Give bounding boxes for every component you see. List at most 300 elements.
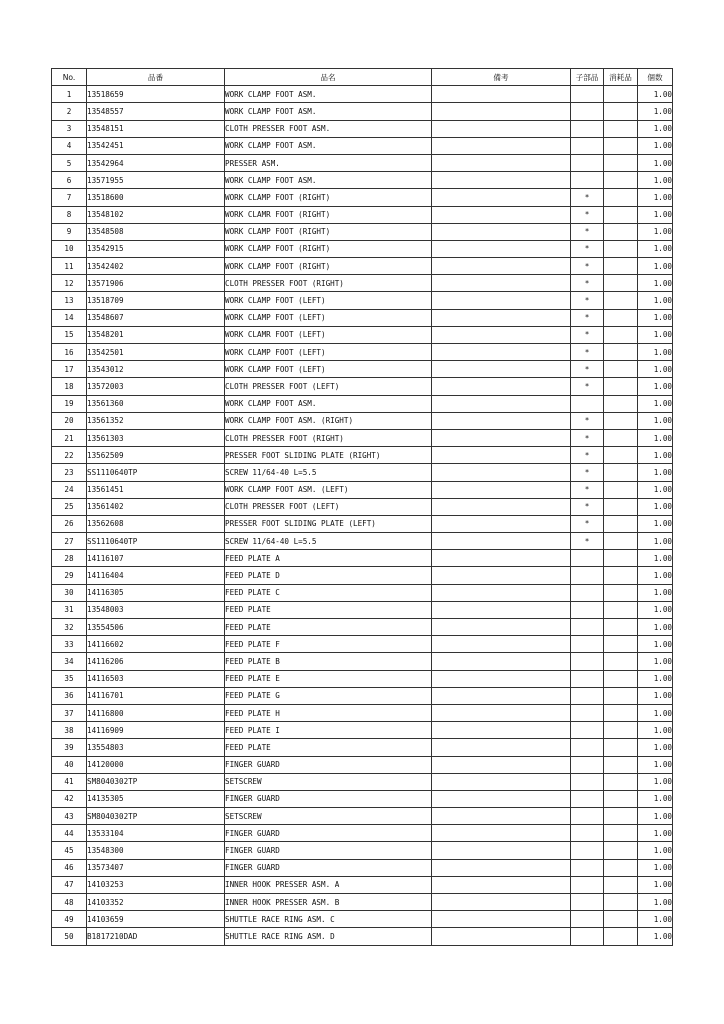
row-no-cell: 9 xyxy=(52,223,87,240)
remarks-cell xyxy=(432,206,571,223)
remarks-cell xyxy=(432,223,571,240)
consumable-cell xyxy=(604,292,638,309)
table-row xyxy=(52,172,673,189)
quantity-cell: 1.00 xyxy=(638,911,673,928)
part-no-cell: 13562608 xyxy=(87,515,225,532)
remarks-cell xyxy=(432,894,571,911)
part-no-cell: 14116206 xyxy=(87,653,225,670)
part-name-cell: CLOTH PRESSER FOOT ASM. xyxy=(225,120,432,137)
remarks-cell xyxy=(432,361,571,378)
table-row xyxy=(52,481,673,498)
part-no-cell: 14116503 xyxy=(87,670,225,687)
remarks-cell xyxy=(432,447,571,464)
quantity-cell: 1.00 xyxy=(638,326,673,343)
consumable-cell xyxy=(604,447,638,464)
part-name-cell: PRESSER FOOT SLIDING PLATE (LEFT) xyxy=(225,515,432,532)
part-name-cell: WORK CLAMP FOOT ASM. xyxy=(225,86,432,103)
consumable-cell xyxy=(604,670,638,687)
consumable-cell xyxy=(604,223,638,240)
part-name-cell: CLOTH PRESSER FOOT (RIGHT) xyxy=(225,275,432,292)
remarks-cell xyxy=(432,189,571,206)
part-no-cell: 13518600 xyxy=(87,189,225,206)
quantity-cell: 1.00 xyxy=(638,928,673,945)
part-name-cell: FEED PLATE G xyxy=(225,687,432,704)
part-no-cell: 14116701 xyxy=(87,687,225,704)
table-row xyxy=(52,223,673,240)
quantity-cell: 1.00 xyxy=(638,172,673,189)
header-sub-part: 子部品 xyxy=(571,69,604,86)
row-no-cell: 33 xyxy=(52,636,87,653)
part-name-cell: WORK CLAMP FOOT (RIGHT) xyxy=(225,189,432,206)
sub-part-cell: * xyxy=(571,481,604,498)
remarks-cell xyxy=(432,619,571,636)
quantity-cell: 1.00 xyxy=(638,653,673,670)
row-no-cell: 12 xyxy=(52,275,87,292)
part-name-cell: CLOTH PRESSER FOOT (LEFT) xyxy=(225,378,432,395)
remarks-cell xyxy=(432,876,571,893)
consumable-cell xyxy=(604,395,638,412)
table-row xyxy=(52,292,673,309)
part-no-cell: 14135305 xyxy=(87,790,225,807)
remarks-cell xyxy=(432,601,571,618)
row-no-cell: 25 xyxy=(52,498,87,515)
parts-table xyxy=(51,68,673,946)
sub-part-cell: * xyxy=(571,412,604,429)
remarks-cell xyxy=(432,481,571,498)
sub-part-cell xyxy=(571,103,604,120)
table-row xyxy=(52,928,673,945)
remarks-cell xyxy=(432,790,571,807)
remarks-cell xyxy=(432,378,571,395)
sub-part-cell xyxy=(571,395,604,412)
part-no-cell: 14103253 xyxy=(87,876,225,893)
row-no-cell: 17 xyxy=(52,361,87,378)
quantity-cell: 1.00 xyxy=(638,137,673,154)
sub-part-cell: * xyxy=(571,292,604,309)
part-no-cell: 13561352 xyxy=(87,412,225,429)
part-no-cell: 13548508 xyxy=(87,223,225,240)
part-name-cell: FEED PLATE xyxy=(225,601,432,618)
part-name-cell: INNER HOOK PRESSER ASM. B xyxy=(225,894,432,911)
row-no-cell: 19 xyxy=(52,395,87,412)
table-row xyxy=(52,154,673,171)
part-no-cell: 13533104 xyxy=(87,825,225,842)
table-row xyxy=(52,808,673,825)
row-no-cell: 39 xyxy=(52,739,87,756)
row-no-cell: 42 xyxy=(52,790,87,807)
row-no-cell: 40 xyxy=(52,756,87,773)
part-no-cell: 14116909 xyxy=(87,722,225,739)
part-no-cell: 13554506 xyxy=(87,619,225,636)
quantity-cell: 1.00 xyxy=(638,601,673,618)
table-row xyxy=(52,842,673,859)
table-row xyxy=(52,240,673,257)
part-name-cell: FEED PLATE B xyxy=(225,653,432,670)
consumable-cell xyxy=(604,258,638,275)
row-no-cell: 6 xyxy=(52,172,87,189)
sub-part-cell xyxy=(571,120,604,137)
part-name-cell: FINGER GUARD xyxy=(225,859,432,876)
sub-part-cell xyxy=(571,825,604,842)
quantity-cell: 1.00 xyxy=(638,756,673,773)
part-name-cell: FEED PLATE D xyxy=(225,567,432,584)
remarks-cell xyxy=(432,550,571,567)
row-no-cell: 15 xyxy=(52,326,87,343)
part-no-cell: 13542964 xyxy=(87,154,225,171)
consumable-cell xyxy=(604,825,638,842)
quantity-cell: 1.00 xyxy=(638,223,673,240)
part-no-cell: 13518709 xyxy=(87,292,225,309)
part-name-cell: FEED PLATE F xyxy=(225,636,432,653)
quantity-cell: 1.00 xyxy=(638,515,673,532)
quantity-cell: 1.00 xyxy=(638,154,673,171)
quantity-cell: 1.00 xyxy=(638,258,673,275)
consumable-cell xyxy=(604,894,638,911)
part-name-cell: WORK CLAMP FOOT ASM. (RIGHT) xyxy=(225,412,432,429)
sub-part-cell xyxy=(571,86,604,103)
quantity-cell: 1.00 xyxy=(638,842,673,859)
consumable-cell xyxy=(604,86,638,103)
row-no-cell: 43 xyxy=(52,808,87,825)
sub-part-cell: * xyxy=(571,258,604,275)
row-no-cell: 28 xyxy=(52,550,87,567)
table-row xyxy=(52,550,673,567)
row-no-cell: 7 xyxy=(52,189,87,206)
table-row xyxy=(52,670,673,687)
table-row xyxy=(52,395,673,412)
table-row xyxy=(52,515,673,532)
consumable-cell xyxy=(604,275,638,292)
part-no-cell: 13542402 xyxy=(87,258,225,275)
row-no-cell: 32 xyxy=(52,619,87,636)
remarks-cell xyxy=(432,842,571,859)
table-row xyxy=(52,309,673,326)
header-part-no: 品番 xyxy=(87,69,225,86)
row-no-cell: 37 xyxy=(52,704,87,721)
part-name-cell: WORK CLAMP FOOT (RIGHT) xyxy=(225,258,432,275)
sub-part-cell xyxy=(571,567,604,584)
part-name-cell: WORK CLAMP FOOT (LEFT) xyxy=(225,344,432,361)
consumable-cell xyxy=(604,120,638,137)
part-no-cell: SM8040302TP xyxy=(87,808,225,825)
header-qty: 個数 xyxy=(638,69,673,86)
remarks-cell xyxy=(432,859,571,876)
consumable-cell xyxy=(604,928,638,945)
quantity-cell: 1.00 xyxy=(638,361,673,378)
sub-part-cell xyxy=(571,894,604,911)
consumable-cell xyxy=(604,808,638,825)
part-no-cell: 14103352 xyxy=(87,894,225,911)
table-row xyxy=(52,601,673,618)
table-row xyxy=(52,790,673,807)
row-no-cell: 3 xyxy=(52,120,87,137)
sub-part-cell xyxy=(571,773,604,790)
table-row xyxy=(52,704,673,721)
sub-part-cell xyxy=(571,687,604,704)
sub-part-cell: * xyxy=(571,498,604,515)
remarks-cell xyxy=(432,911,571,928)
part-no-cell: 13548300 xyxy=(87,842,225,859)
table-row xyxy=(52,464,673,481)
part-name-cell: FEED PLATE A xyxy=(225,550,432,567)
quantity-cell: 1.00 xyxy=(638,619,673,636)
part-name-cell: WORK CLAMP FOOT ASM. xyxy=(225,395,432,412)
header-remarks: 備考 xyxy=(432,69,571,86)
table-row xyxy=(52,429,673,446)
table-row xyxy=(52,498,673,515)
quantity-cell: 1.00 xyxy=(638,86,673,103)
row-no-cell: 11 xyxy=(52,258,87,275)
remarks-cell xyxy=(432,687,571,704)
remarks-cell xyxy=(432,584,571,601)
row-no-cell: 45 xyxy=(52,842,87,859)
part-name-cell: WORK CLAMP FOOT (LEFT) xyxy=(225,361,432,378)
remarks-cell xyxy=(432,154,571,171)
sub-part-cell: * xyxy=(571,275,604,292)
sub-part-cell: * xyxy=(571,447,604,464)
sub-part-cell xyxy=(571,876,604,893)
row-no-cell: 23 xyxy=(52,464,87,481)
part-name-cell: PRESSER FOOT SLIDING PLATE (RIGHT) xyxy=(225,447,432,464)
quantity-cell: 1.00 xyxy=(638,378,673,395)
remarks-cell xyxy=(432,344,571,361)
consumable-cell xyxy=(604,206,638,223)
consumable-cell xyxy=(604,911,638,928)
part-name-cell: FEED PLATE I xyxy=(225,722,432,739)
remarks-cell xyxy=(432,172,571,189)
row-no-cell: 22 xyxy=(52,447,87,464)
consumable-cell xyxy=(604,137,638,154)
sub-part-cell xyxy=(571,722,604,739)
part-name-cell: PRESSER ASM. xyxy=(225,154,432,171)
consumable-cell xyxy=(604,498,638,515)
consumable-cell xyxy=(604,619,638,636)
consumable-cell xyxy=(604,326,638,343)
row-no-cell: 48 xyxy=(52,894,87,911)
part-name-cell: FEED PLATE xyxy=(225,739,432,756)
quantity-cell: 1.00 xyxy=(638,859,673,876)
consumable-cell xyxy=(604,567,638,584)
sub-part-cell xyxy=(571,808,604,825)
table-row xyxy=(52,120,673,137)
table-row xyxy=(52,825,673,842)
part-no-cell: 13573407 xyxy=(87,859,225,876)
remarks-cell xyxy=(432,704,571,721)
part-no-cell: 13548003 xyxy=(87,601,225,618)
part-name-cell: WORK CLAMP FOOT ASM. xyxy=(225,137,432,154)
row-no-cell: 10 xyxy=(52,240,87,257)
table-row xyxy=(52,206,673,223)
row-no-cell: 38 xyxy=(52,722,87,739)
remarks-cell xyxy=(432,258,571,275)
row-no-cell: 8 xyxy=(52,206,87,223)
quantity-cell: 1.00 xyxy=(638,120,673,137)
row-no-cell: 4 xyxy=(52,137,87,154)
consumable-cell xyxy=(604,344,638,361)
consumable-cell xyxy=(604,464,638,481)
table-row xyxy=(52,653,673,670)
consumable-cell xyxy=(604,687,638,704)
sub-part-cell: * xyxy=(571,378,604,395)
row-no-cell: 29 xyxy=(52,567,87,584)
sub-part-cell xyxy=(571,584,604,601)
sub-part-cell: * xyxy=(571,240,604,257)
table-row xyxy=(52,911,673,928)
sub-part-cell: * xyxy=(571,429,604,446)
consumable-cell xyxy=(604,361,638,378)
part-name-cell: WORK CLAMP FOOT ASM. xyxy=(225,172,432,189)
row-no-cell: 24 xyxy=(52,481,87,498)
part-no-cell: SM8040302TP xyxy=(87,773,225,790)
table-row xyxy=(52,412,673,429)
part-name-cell: WORK CLAMR FOOT (RIGHT) xyxy=(225,206,432,223)
quantity-cell: 1.00 xyxy=(638,240,673,257)
quantity-cell: 1.00 xyxy=(638,412,673,429)
table-body xyxy=(52,86,673,945)
quantity-cell: 1.00 xyxy=(638,584,673,601)
sub-part-cell: * xyxy=(571,361,604,378)
remarks-cell xyxy=(432,326,571,343)
consumable-cell xyxy=(604,601,638,618)
quantity-cell: 1.00 xyxy=(638,567,673,584)
sub-part-cell: * xyxy=(571,533,604,550)
quantity-cell: 1.00 xyxy=(638,189,673,206)
consumable-cell xyxy=(604,790,638,807)
part-no-cell: 13561303 xyxy=(87,429,225,446)
part-no-cell: 13561451 xyxy=(87,481,225,498)
row-no-cell: 44 xyxy=(52,825,87,842)
row-no-cell: 21 xyxy=(52,429,87,446)
quantity-cell: 1.00 xyxy=(638,636,673,653)
row-no-cell: 13 xyxy=(52,292,87,309)
part-no-cell: 14116800 xyxy=(87,704,225,721)
row-no-cell: 50 xyxy=(52,928,87,945)
remarks-cell xyxy=(432,773,571,790)
remarks-cell xyxy=(432,137,571,154)
part-no-cell: 14116602 xyxy=(87,636,225,653)
part-no-cell: 13548557 xyxy=(87,103,225,120)
sub-part-cell: * xyxy=(571,223,604,240)
consumable-cell xyxy=(604,412,638,429)
header-row xyxy=(52,69,673,86)
part-no-cell: SS1110640TP xyxy=(87,464,225,481)
remarks-cell xyxy=(432,722,571,739)
row-no-cell: 20 xyxy=(52,412,87,429)
table-row xyxy=(52,103,673,120)
part-name-cell: CLOTH PRESSER FOOT (LEFT) xyxy=(225,498,432,515)
consumable-cell xyxy=(604,481,638,498)
row-no-cell: 31 xyxy=(52,601,87,618)
sub-part-cell xyxy=(571,704,604,721)
quantity-cell: 1.00 xyxy=(638,894,673,911)
quantity-cell: 1.00 xyxy=(638,309,673,326)
part-name-cell: SETSCREW xyxy=(225,773,432,790)
quantity-cell: 1.00 xyxy=(638,464,673,481)
sub-part-cell xyxy=(571,653,604,670)
part-no-cell: 13572003 xyxy=(87,378,225,395)
sub-part-cell xyxy=(571,859,604,876)
remarks-cell xyxy=(432,653,571,670)
remarks-cell xyxy=(432,533,571,550)
sub-part-cell xyxy=(571,636,604,653)
remarks-cell xyxy=(432,808,571,825)
part-no-cell: 13571906 xyxy=(87,275,225,292)
sub-part-cell xyxy=(571,137,604,154)
part-no-cell: 14103659 xyxy=(87,911,225,928)
header-consumable: 消耗品 xyxy=(604,69,638,86)
consumable-cell xyxy=(604,704,638,721)
part-no-cell: 13548102 xyxy=(87,206,225,223)
table-row xyxy=(52,344,673,361)
quantity-cell: 1.00 xyxy=(638,395,673,412)
consumable-cell xyxy=(604,240,638,257)
remarks-cell xyxy=(432,309,571,326)
quantity-cell: 1.00 xyxy=(638,825,673,842)
table-row xyxy=(52,86,673,103)
table-row xyxy=(52,894,673,911)
part-no-cell: 13554803 xyxy=(87,739,225,756)
part-name-cell: WORK CLAMP FOOT ASM. xyxy=(225,103,432,120)
part-name-cell: FEED PLATE C xyxy=(225,584,432,601)
remarks-cell xyxy=(432,567,571,584)
consumable-cell xyxy=(604,378,638,395)
sub-part-cell: * xyxy=(571,464,604,481)
remarks-cell xyxy=(432,412,571,429)
quantity-cell: 1.00 xyxy=(638,103,673,120)
row-no-cell: 5 xyxy=(52,154,87,171)
part-name-cell: WORK CLAMP FOOT (RIGHT) xyxy=(225,223,432,240)
sub-part-cell: * xyxy=(571,515,604,532)
part-no-cell: 13561360 xyxy=(87,395,225,412)
header-no: No. xyxy=(52,69,87,86)
part-name-cell: SCREW 11/64-40 L=5.5 xyxy=(225,533,432,550)
part-no-cell: 13562509 xyxy=(87,447,225,464)
table-row xyxy=(52,137,673,154)
table-row xyxy=(52,258,673,275)
part-no-cell: 13542451 xyxy=(87,137,225,154)
quantity-cell: 1.00 xyxy=(638,498,673,515)
quantity-cell: 1.00 xyxy=(638,447,673,464)
part-no-cell: 13542501 xyxy=(87,344,225,361)
remarks-cell xyxy=(432,636,571,653)
table-row xyxy=(52,773,673,790)
header-name: 品名 xyxy=(225,69,432,86)
remarks-cell xyxy=(432,825,571,842)
remarks-cell xyxy=(432,464,571,481)
part-name-cell: FINGER GUARD xyxy=(225,790,432,807)
table-row xyxy=(52,619,673,636)
table-row xyxy=(52,756,673,773)
quantity-cell: 1.00 xyxy=(638,687,673,704)
quantity-cell: 1.00 xyxy=(638,670,673,687)
part-no-cell: 13548201 xyxy=(87,326,225,343)
consumable-cell xyxy=(604,172,638,189)
quantity-cell: 1.00 xyxy=(638,722,673,739)
quantity-cell: 1.00 xyxy=(638,704,673,721)
row-no-cell: 30 xyxy=(52,584,87,601)
sub-part-cell: * xyxy=(571,189,604,206)
table-row xyxy=(52,567,673,584)
row-no-cell: 1 xyxy=(52,86,87,103)
part-name-cell: WORK CLAMP FOOT (LEFT) xyxy=(225,292,432,309)
part-name-cell: WORK CLAMP FOOT (RIGHT) xyxy=(225,240,432,257)
part-no-cell: 14116404 xyxy=(87,567,225,584)
table-row xyxy=(52,876,673,893)
sub-part-cell: * xyxy=(571,326,604,343)
consumable-cell xyxy=(604,859,638,876)
sub-part-cell xyxy=(571,842,604,859)
remarks-cell xyxy=(432,739,571,756)
